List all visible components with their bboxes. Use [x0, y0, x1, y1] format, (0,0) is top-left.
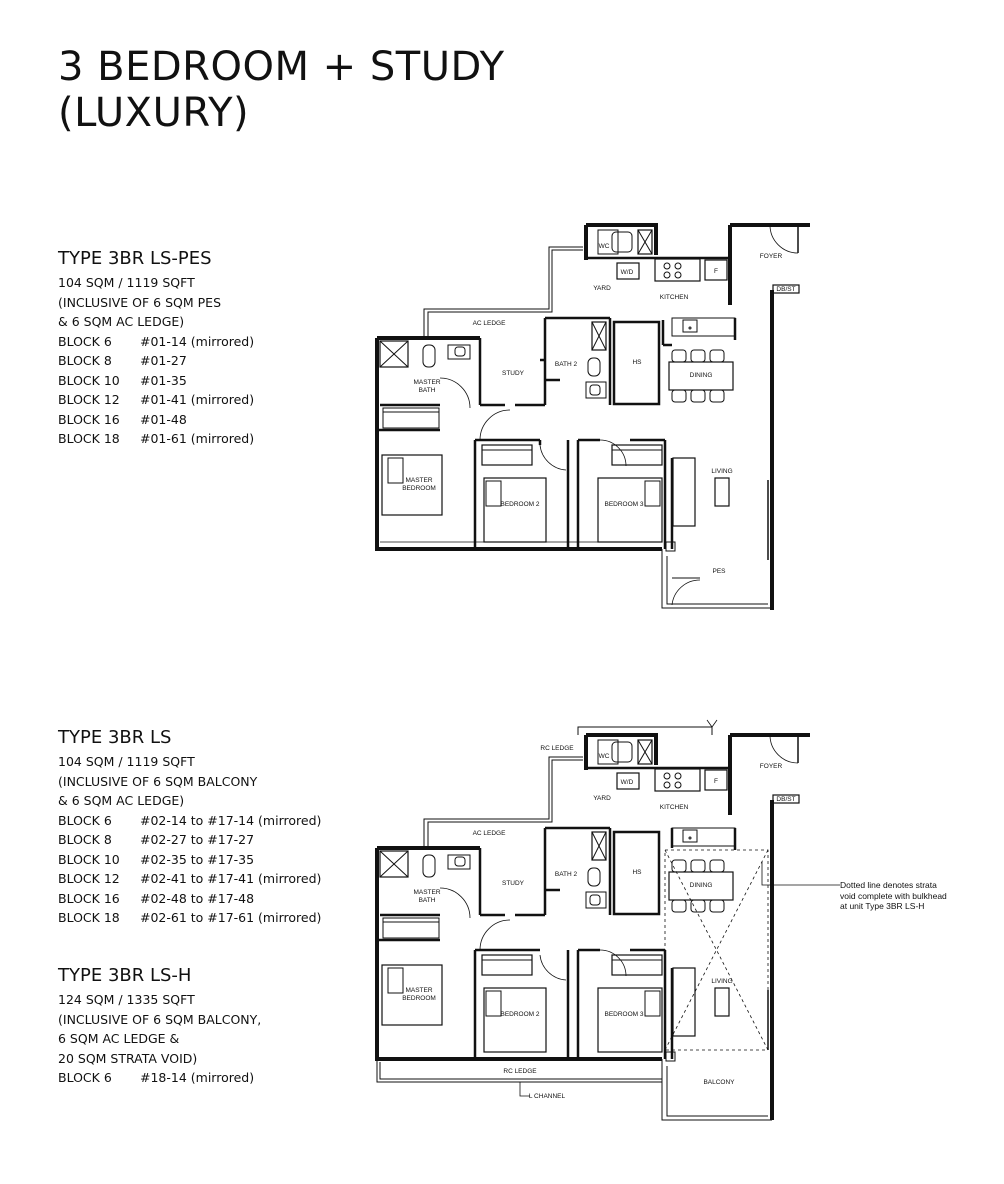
label-wc: WC — [598, 753, 610, 760]
unit-name: TYPE 3BR LS-PES — [58, 248, 212, 269]
block-row: BLOCK 16 #01-48 — [58, 411, 187, 427]
label-rc-ledge: RC LEDGE — [503, 1068, 537, 1075]
label-bedroom3: BEDROOM 3 — [604, 501, 644, 508]
unit-area: 104 SQM / 1119 SQFT — [58, 754, 195, 769]
title-line-1: 3 BEDROOM + STUDY — [58, 44, 505, 90]
label-wc: WC — [598, 243, 610, 250]
block-row: BLOCK 8 #02-27 to #17-27 — [58, 832, 255, 847]
block-row: BLOCK 10 #02-35 to #17-35 — [58, 851, 255, 867]
note-line: Dotted line denotes strata — [840, 880, 937, 890]
unit-area: 104 SQM / 1119 SQFT — [58, 275, 195, 290]
block-row: BLOCK 18 #01-61 (mirrored) — [58, 431, 255, 446]
block-row: BLOCK 12 #02-41 to #17-41 (mirrored) — [58, 871, 322, 886]
label-rc-ledge: RC LEDGE — [540, 745, 574, 752]
label-foyer: FOYER — [759, 253, 783, 260]
inner-walls — [377, 768, 735, 1059]
unit-inclusive: 6 SQM AC LEDGE & — [58, 1031, 180, 1046]
label-master-bath: BATH — [418, 387, 436, 394]
unit-inclusive: 20 SQM STRATA VOID) — [58, 1050, 198, 1066]
block-row: BLOCK 18 #02-61 to #17-61 (mirrored) — [58, 910, 322, 925]
note-line: void complete with bulkhead — [840, 890, 947, 901]
label-bedroom2: BEDROOM 2 — [500, 501, 540, 508]
label-dbst: DB/ST — [776, 796, 796, 803]
label-dining: DINING — [689, 372, 713, 379]
label-bath2: BATH 2 — [554, 871, 578, 878]
unit-inclusive: (INCLUSIVE OF 6 SQM BALCONY, — [58, 1011, 262, 1027]
label-bedroom3: BEDROOM 3 — [604, 1011, 644, 1018]
label-bath2: BATH 2 — [554, 361, 578, 368]
label-master-bath: BATH — [418, 897, 436, 904]
label-dbst: DB/ST — [776, 286, 796, 293]
unit-inclusive: & 6 SQM AC LEDGE) — [58, 793, 185, 808]
label-master-bath: MASTER — [413, 889, 441, 896]
block-row: BLOCK 6 #01-14 (mirrored) — [58, 333, 255, 349]
label-master-bath: MASTER — [413, 379, 441, 386]
outer-walls — [377, 735, 810, 1120]
label-study: STUDY — [501, 370, 525, 377]
strata-void-outline — [665, 850, 768, 1050]
unit-area: 124 SQM / 1335 SQFT — [58, 992, 195, 1007]
note-line: at unit Type 3BR LS-H — [840, 901, 925, 911]
label-f: F — [714, 268, 718, 275]
label-master-bedroom: MASTER — [405, 477, 433, 484]
label-hs: HS — [632, 869, 642, 876]
block-row: BLOCK 6 #18-14 (mirrored) — [58, 1070, 255, 1085]
block-row: BLOCK 16 #02-48 to #17-48 — [58, 890, 255, 906]
unit-inclusive: (INCLUSIVE OF 6 SQM PES — [58, 294, 222, 310]
label-yard: YARD — [593, 795, 611, 802]
label-balcony: BALCONY — [703, 1079, 735, 1086]
label-kitchen: KITCHEN — [659, 294, 689, 301]
label-dining: DINING — [689, 882, 713, 889]
plan-labels — [402, 745, 795, 1100]
label-kitchen: KITCHEN — [659, 804, 689, 811]
label-foyer: FOYER — [759, 763, 783, 770]
unit-name: TYPE 3BR LS-H — [58, 965, 192, 986]
strata-void-note — [840, 880, 990, 912]
label-yard: YARD — [593, 285, 611, 292]
unit-inclusive: & 6 SQM AC LEDGE) — [58, 314, 185, 329]
unit-inclusive: (INCLUSIVE OF 6 SQM BALCONY — [58, 773, 258, 789]
label-l-channel: L CHANNEL — [528, 1093, 566, 1100]
label-master-bedroom: BEDROOM — [402, 485, 436, 492]
block-row: BLOCK 10 #01-35 — [58, 372, 187, 388]
label-master-bedroom: MASTER — [405, 987, 433, 994]
label-wd: W/D — [620, 269, 634, 276]
label-living: LIVING — [711, 978, 733, 985]
label-study: STUDY — [501, 880, 525, 887]
label-wd: W/D — [620, 779, 634, 786]
title-line-2: (LUXURY) — [58, 90, 250, 136]
label-f: F — [714, 778, 718, 785]
label-pes: PES — [712, 568, 726, 575]
label-ac-ledge: AC LEDGE — [472, 320, 506, 327]
unit-name: TYPE 3BR LS — [58, 727, 172, 748]
label-master-bedroom: BEDROOM — [402, 995, 436, 1002]
label-ac-ledge: AC LEDGE — [472, 830, 506, 837]
block-row: BLOCK 6 #02-14 to #17-14 (mirrored) — [58, 812, 322, 828]
block-row: BLOCK 8 #01-27 — [58, 353, 187, 368]
label-hs: HS — [632, 359, 642, 366]
label-living: LIVING — [711, 468, 733, 475]
label-bedroom2: BEDROOM 2 — [500, 1011, 540, 1018]
block-row: BLOCK 12 #01-41 (mirrored) — [58, 392, 255, 407]
